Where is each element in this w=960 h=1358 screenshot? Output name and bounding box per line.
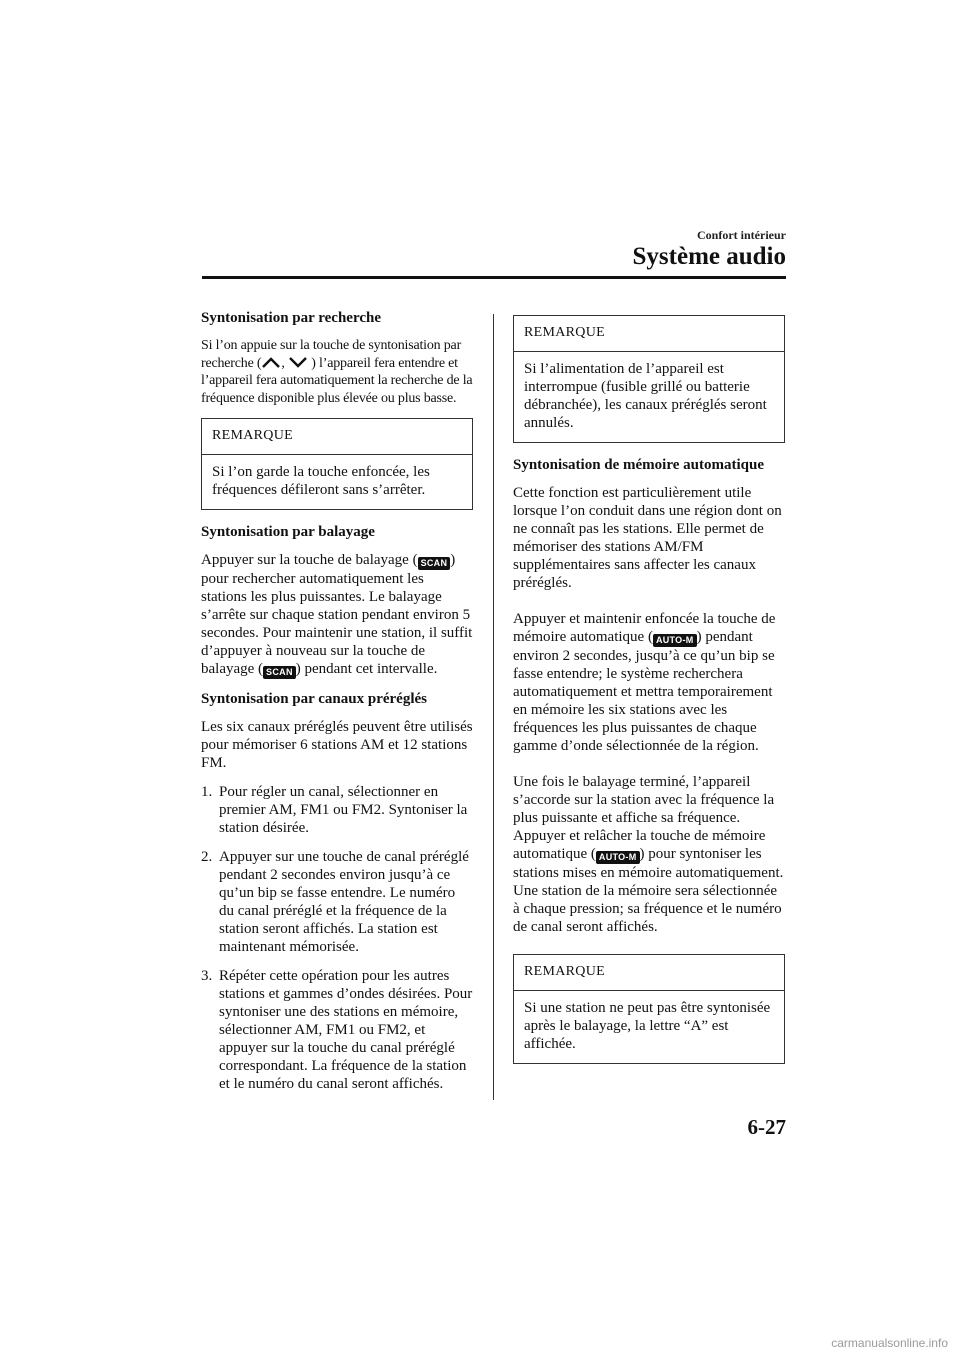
note-label: REMARQUE [514, 316, 784, 352]
auto-memory-intro: Cette fonction est particulièrement utile lorsque l’on conduit dans une région dont on ne connaît pas les stations. Elle permet de mémoriser des stations AM/FM supplémentaires sans affecter les canaux préréglés. [513, 485, 782, 591]
right-column [513, 315, 785, 1077]
scan-button-icon: SCAN [418, 557, 451, 570]
auto-memory-heading: Syntonisation de mémoire automatique [513, 457, 764, 473]
auto-m-button-icon: AUTO-M [653, 634, 697, 647]
note-box-hold [201, 418, 473, 510]
scan-text-c: ) pendant cet intervalle. [295, 661, 438, 677]
auto-m-button-icon: AUTO-M [596, 851, 640, 864]
step-text: Répéter cette opération pour les autres stations et gammes d’ondes désirées. Pour syntoniser une des stations en mémoire, sélectionner AM, FM1 ou FM2, et appuyer sur la touche du canal préréglé correspondant. La fréquence de la station et le numéro du canal seront affichés. [219, 968, 473, 1092]
seek-comma: , [281, 355, 285, 371]
auto-text-a: Appuyer et maintenir enfoncée la touche de mémoire automatique ( [513, 611, 776, 645]
note-box-letter-a [513, 954, 785, 1064]
step-number: 2. [201, 849, 213, 865]
page-title: Système audio [632, 243, 786, 270]
scan-text-b: ) pour rechercher automatiquement les stations les plus puissantes. Le balayage s’arrête sur chaque station pendant environ 5 secondes. Pour maintenir une station, il suffit d’appuyer à nouveau sur la touche de balayage ( [201, 552, 473, 677]
chevron-up-icon [261, 357, 281, 368]
header-rule [202, 276, 786, 279]
scan-text-a: Appuyer sur la touche de balayage ( [201, 552, 418, 568]
page-number: 6-27 [747, 1115, 786, 1139]
note-label: REMARQUE [514, 955, 784, 991]
seek-text-b: ) l’appareil fera entendre et l’appareil fera automatiquement la recherche de la fréquence disponible plus élevée ou plus basse. [201, 355, 473, 406]
left-column [201, 309, 473, 1104]
step-number: 3. [201, 968, 213, 984]
note-text: Si une station ne peut pas être syntonisée après le balayage, la lettre “A” est affichée. [524, 1000, 771, 1052]
note-text: Si l’on garde la touche enfoncée, les fréquences défileront sans s’arrêter. [212, 464, 430, 498]
section-label: Confort intérieur [697, 228, 786, 242]
list-item [201, 783, 473, 837]
seek-paragraph [201, 337, 473, 407]
seek-heading: Syntonisation par recherche [201, 310, 382, 326]
column-divider [493, 314, 494, 1100]
auto-text-d: ) pour syntoniser les stations mises en mémoire automatiquement. Une station de la mémoire sera sélectionnée à chaque pression; sa fréquence et le numéro de canal seront affichés. [513, 846, 784, 935]
list-item [201, 967, 473, 1093]
preset-heading: Syntonisation par canaux préréglés [201, 691, 427, 707]
step-text: Pour régler un canal, sélectionner en premier AM, FM1 ou FM2. Syntoniser la station désirée. [219, 784, 468, 836]
step-number: 1. [201, 784, 213, 800]
auto-text-c: Une fois le balayage terminé, l’appareil s’accorde sur la station avec la fréquence la plus puissante et affiche sa fréquence. Appuyer et relâcher la touche de mémoire automatique ( [513, 774, 775, 862]
note-box-power [513, 315, 785, 443]
auto-memory-hold [513, 610, 785, 755]
step-text: Appuyer sur une touche de canal préréglé pendant 2 secondes environ jusqu’à ce qu’un bip se fasse entendre. Le numéro du canal préréglé et la fréquence de la station seront affichés. La station est maintenant mémorisée. [219, 849, 469, 955]
chevron-down-icon [288, 357, 308, 368]
preset-intro: Les six canaux préréglés peuvent être utilisés pour mémoriser 6 stations AM et 12 stations FM. [201, 719, 473, 771]
scan-button-icon: SCAN [263, 666, 296, 679]
preset-steps [201, 783, 473, 1093]
seek-text-a: Si l’on appuie sur la touche de syntonisation par recherche ( [201, 338, 462, 371]
note-text: Si l’alimentation de l’appareil est interrompue (fusible grillé ou batterie débranchée), les canaux préréglés seront annulés. [524, 361, 767, 431]
watermark-text: carmanualsonline.info [831, 1336, 948, 1350]
auto-memory-release [513, 773, 785, 936]
auto-text-b: ) pendant environ 2 secondes, jusqu’à ce qu’un bip se fasse entendre; le système recherchera automatiquement et mettra temporairement en mémoire les six stations avec les fréquences les plus puissantes de chaque gamme d’onde sélectionnée de la région. [513, 629, 775, 754]
scan-paragraph [201, 551, 473, 679]
note-label: REMARQUE [202, 419, 472, 455]
list-item [201, 848, 473, 956]
scan-heading: Syntonisation par balayage [201, 524, 375, 540]
